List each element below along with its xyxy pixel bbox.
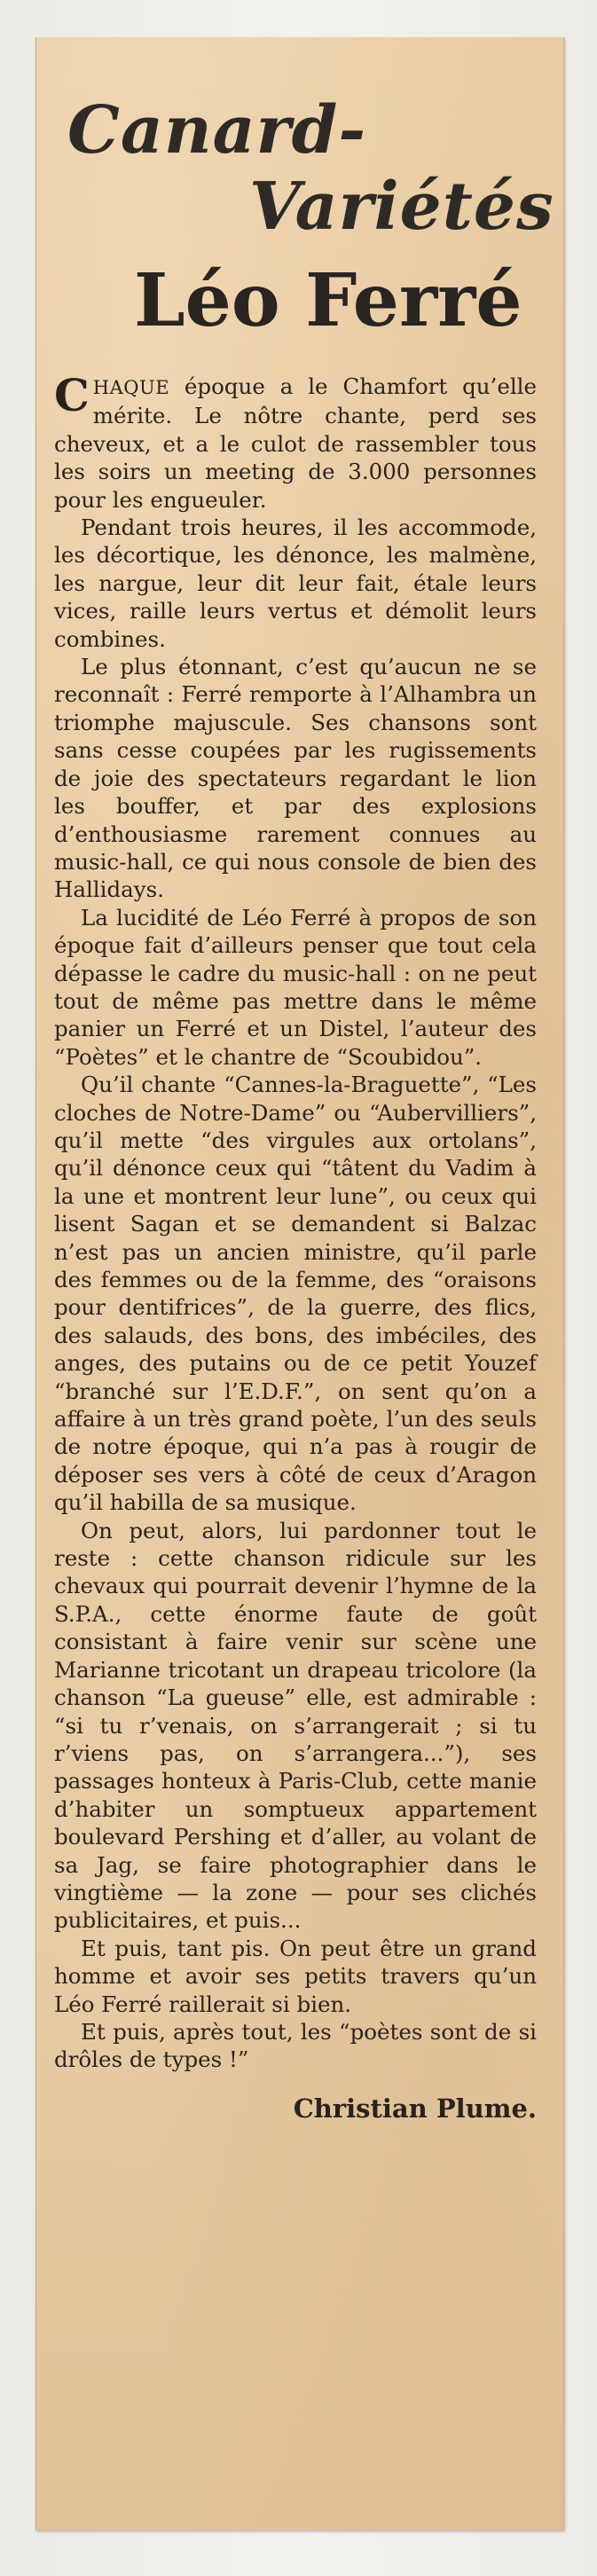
paragraph-4: La lucidité de Léo Ferré à propos de son époque fait d’ailleurs penser que tout cela dépasse le cadre du music-hall : on ne peut tout de même pas mettre dans le même panier un Ferré et un Distel, l’auteur des “Poètes” et le chantre de “Scoubidou”. xyxy=(54,904,537,1070)
paragraph-7: Et puis, tant pis. On peut être un grand homme et avoir ses petits travers qu’un Léo Ferré raillerait si bien. xyxy=(54,1935,537,2017)
paragraph-3: Le plus étonnant, c’est qu’aucun ne se reconnaît : Ferré remporte à l’Alhambra un triomphe majuscule. Ses chansons sont sans cesse coupées par les rugissements de joie des spectateurs regardant le lion les bouffer, et par des explosions d’enthousiasme rarement connues au music-hall, ce qui nous console de bien des Hallidays. xyxy=(54,654,537,903)
article-body xyxy=(54,369,537,2074)
paragraph-6: On peut, alors, lui pardonner tout le reste : cette chanson ridicule sur les chevaux qui pourrait devenir l’hymne de la S.P.A., cette énorme faute de goût consistant à faire venir sur scène une Marianne tricotant un drapeau tricolore (la chanson “La gueuse” elle, est admirable : “si tu r’venais, on s’arrangerait ; si tu r’viens pas, on s’arrangera...”), ses passages honteux à Paris-Club, cette manie d’habiter un somptueux appartement boulevard Pershing et d’aller, au volant de sa Jag, se faire photographier dans le vingtième — la zone — pour ses clichés publicitaires, et puis... xyxy=(54,1517,537,1934)
paragraph-1 xyxy=(54,369,537,514)
rubric-title-line-1: Canard- xyxy=(67,92,367,169)
paragraph-1-text: époque a le Chamfort qu’elle mérite. Le nôtre chante, perd ses cheveux, et a le culot de rassembler tous les soirs un meeting de 3.000 personnes pour les engueuler. xyxy=(54,373,537,513)
paragraph-8: Et puis, après tout, les “poètes sont de si drôles de types !” xyxy=(54,2018,537,2073)
newspaper-clipping xyxy=(35,37,564,2530)
opening-smallcaps: HAQUE xyxy=(92,377,170,398)
paragraph-5: Qu’il chante “Cannes-la-Braguette”, “Les cloches de Notre-Dame” ou “Aubervilliers”, qu’il mette “des virgules aux ortolans”, qu’il dénonce ceux qui “tâtent du Vadim à la une et montrent leur lune”, ou ceux qui lisent Sagan et se demandent si Balzac n’est pas un ancien ministre, qu’il parle des femmes ou de la femme, des “oraisons pour dentifrices”, de la guerre, des flics, des salauds, des bons, des imbéciles, des anges, des putains ou de ce petit Youzef “branché sur l’E.D.F.”, on sent qu’on a affaire à un très grand poète, l’un des seuls de notre époque, qui n’a pas à rougir de déposer ses vers à côté de ceux d’Aragon qu’il habilla de sa musique. xyxy=(54,1072,537,1516)
author-signature: Christian Plume. xyxy=(293,2093,537,2124)
paragraph-2: Pendant trois heures, il les accommode, les décortique, les dénonce, les malmène, les nargue, leur dit leur fait, étale leurs vices, raille leurs vertus et démolit leurs combines. xyxy=(54,514,537,652)
rubric-title-line-2: Variétés xyxy=(249,169,554,245)
article-headline: Léo Ferré xyxy=(134,258,522,343)
drop-cap: C xyxy=(54,369,90,421)
